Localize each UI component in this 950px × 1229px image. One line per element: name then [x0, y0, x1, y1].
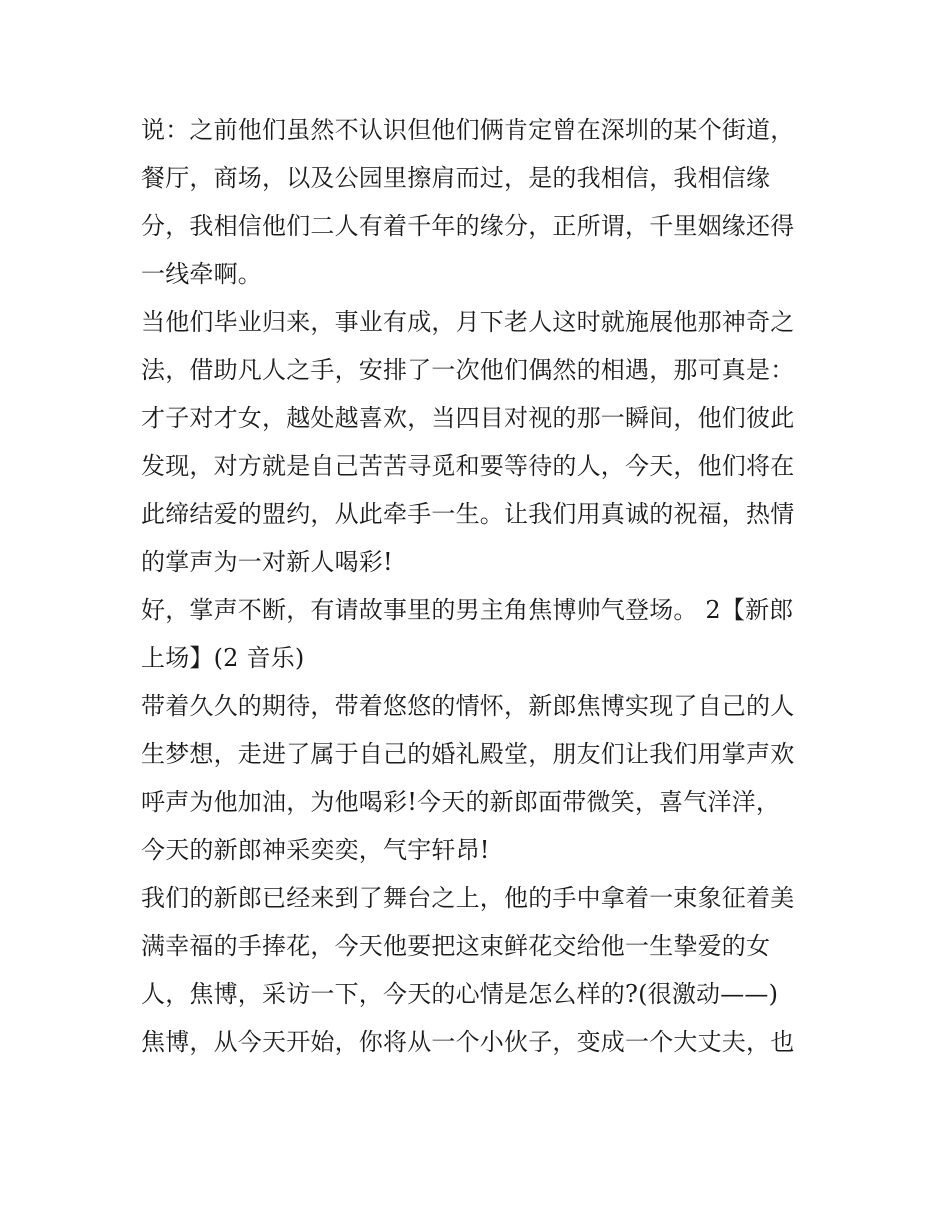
- text-line: 人，焦博，采访一下，今天的心情是怎么样的?(很激动——): [141, 980, 779, 1008]
- text-line: 我们的新郎已经来到了舞台之上，他的手中拿着一束象征着美: [141, 884, 795, 912]
- text-line: 说：之前他们虽然不认识但他们俩肯定曾在深圳的某个街道，: [141, 116, 795, 144]
- text-line: 今天的新郎神采奕奕，气宇轩昂!: [141, 836, 490, 864]
- text-line: 满幸福的手捧花，今天他要把这束鲜花交给他一生挚爱的女: [141, 932, 771, 960]
- text-line: 此缔结爱的盟约，从此牵手一生。让我们用真诚的祝福，热情: [141, 500, 795, 528]
- text-line: 法，借助凡人之手，安排了一次他们偶然的相遇，那可真是：: [141, 356, 795, 384]
- text-line: 好，掌声不断，有请故事里的男主角焦博帅气登场。 2【新郎: [141, 596, 794, 624]
- text-line: 发现，对方就是自己苦苦寻觅和要等待的人，今天，他们将在: [141, 452, 795, 480]
- document-body: [141, 106, 821, 1066]
- text-line: 上场】(2 音乐): [141, 644, 305, 672]
- text-line: 带着久久的期待，带着悠悠的情怀，新郎焦博实现了自己的人: [141, 692, 795, 720]
- text-line: 焦博，从今天开始，你将从一个小伙子，变成一个大丈夫，也: [141, 1028, 795, 1056]
- text-line: 的掌声为一对新人喝彩!: [141, 548, 393, 576]
- text-line: 才子对才女，越处越喜欢，当四目对视的那一瞬间，他们彼此: [141, 404, 795, 432]
- text-line: 当他们毕业归来，事业有成，月下老人这时就施展他那神奇之: [141, 308, 795, 336]
- text-line: 生梦想，走进了属于自己的婚礼殿堂，朋友们让我们用掌声欢: [141, 740, 795, 768]
- text-line: 一线牵啊。: [141, 260, 262, 288]
- text-line: 呼声为他加油，为他喝彩!今天的新郎面带微笑，喜气洋洋，: [141, 788, 781, 816]
- text-line: 分，我相信他们二人有着千年的缘分，正所谓，千里姻缘还得: [141, 212, 795, 240]
- text-line: 餐厅，商场，以及公园里擦肩而过，是的我相信，我相信缘: [141, 164, 771, 192]
